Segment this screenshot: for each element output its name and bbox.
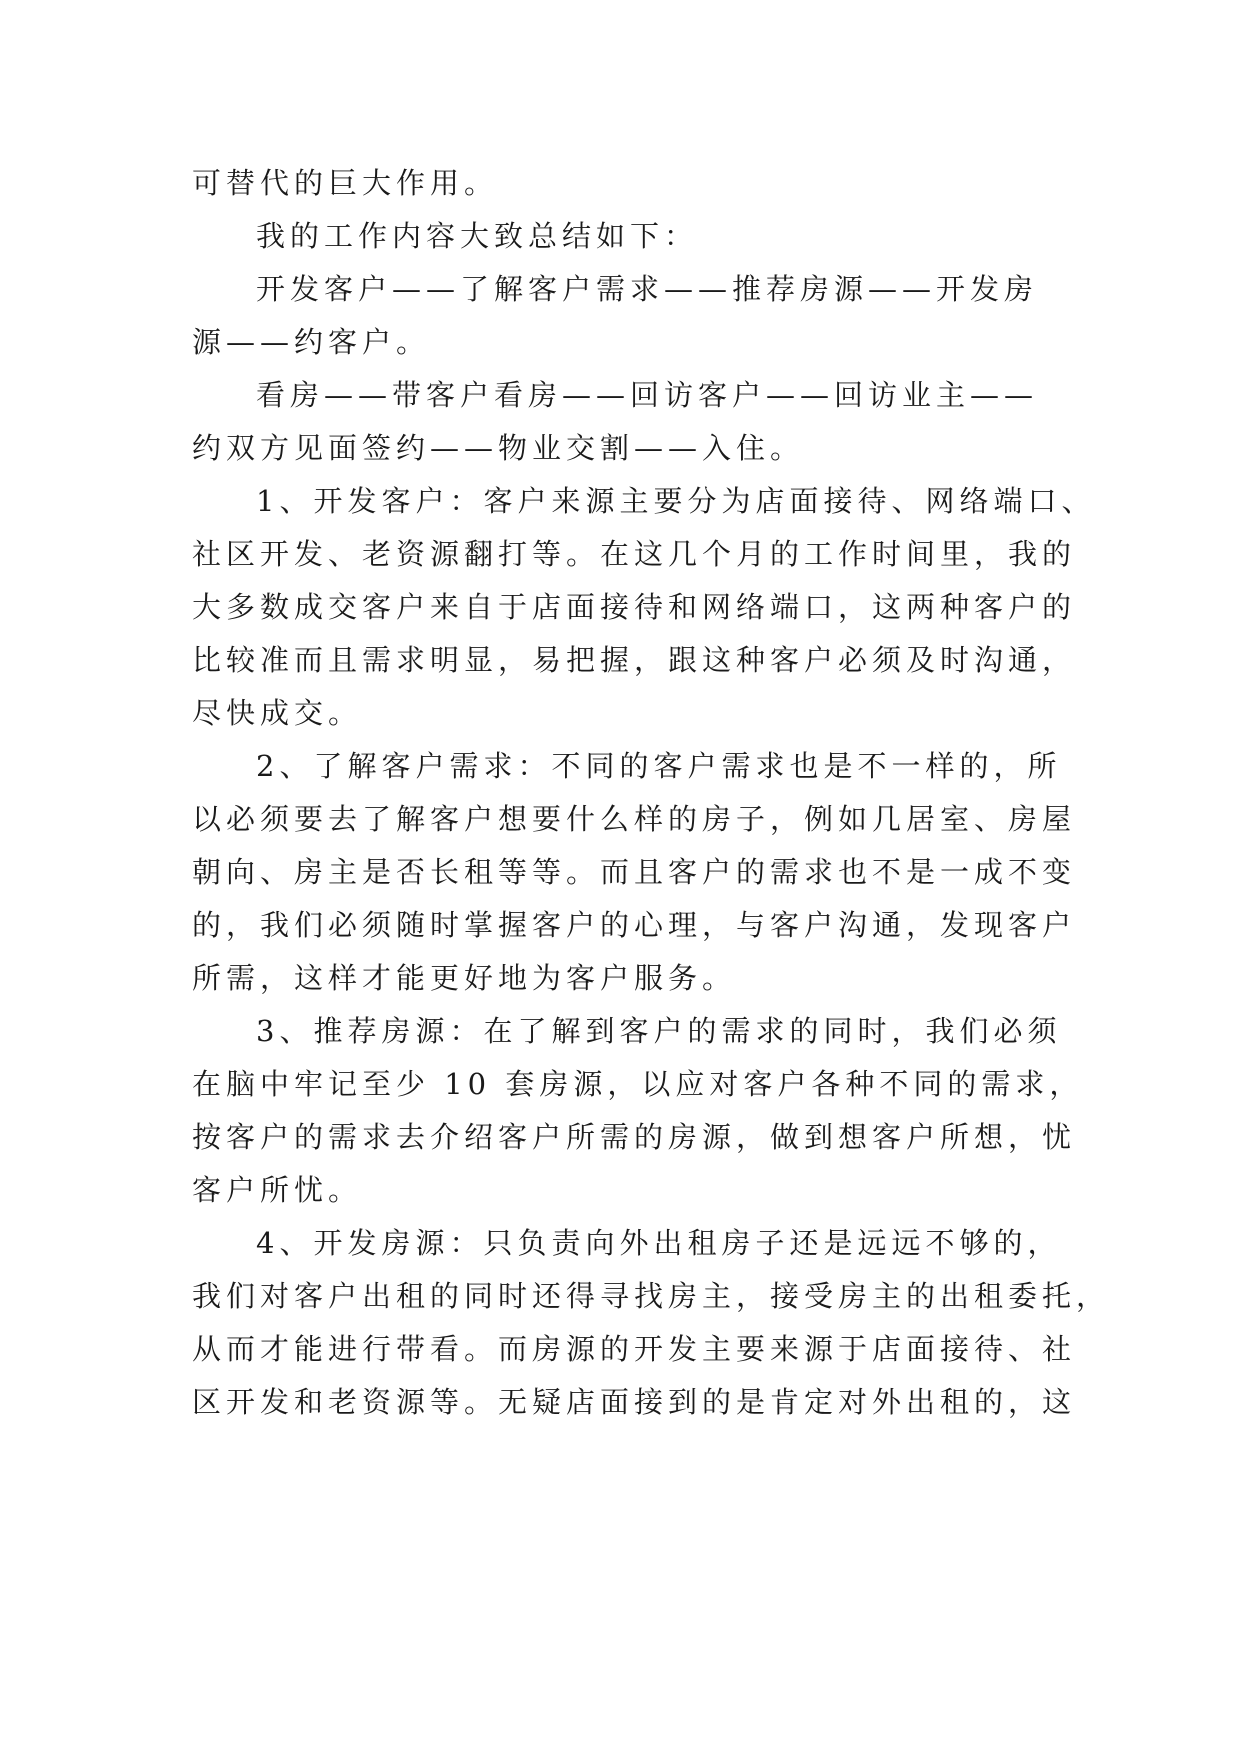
text-line: 3、推荐房源：在了解到客户的需求的同时，我们必须 bbox=[256, 1014, 1062, 1048]
text-line: 所需，这样才能更好地为客户服务。 bbox=[192, 961, 737, 995]
text-line: 大多数成交客户来自于店面接待和网络端口，这两种客户的 bbox=[192, 590, 1077, 624]
text-line: 约双方见面签约——物业交割——入住。 bbox=[192, 431, 805, 465]
text-line: 的，我们必须随时掌握客户的心理，与客户沟通，发现客户 bbox=[192, 908, 1077, 942]
text-line: 在脑中牢记至少 10 套房源，以应对客户各种不同的需求， bbox=[192, 1067, 1084, 1101]
text-line: 4、开发房源：只负责向外出租房子还是远远不够的， bbox=[256, 1226, 1062, 1260]
text-line: 朝向、房主是否长租等等。而且客户的需求也不是一成不变 bbox=[192, 855, 1077, 889]
text-line: 2、了解客户需求：不同的客户需求也是不一样的，所 bbox=[256, 749, 1062, 783]
text-line: 按客户的需求去介绍客户所需的房源，做到想客户所想，忧 bbox=[192, 1120, 1077, 1154]
text-line: 从而才能进行带看。而房源的开发主要来源于店面接待、社 bbox=[192, 1332, 1077, 1366]
text-line: 我的工作内容大致总结如下： bbox=[256, 219, 699, 253]
text-line: 区开发和老资源等。无疑店面接到的是肯定对外出租的，这 bbox=[192, 1385, 1077, 1419]
text-line: 开发客户——了解客户需求——推荐房源——开发房 bbox=[256, 272, 1039, 306]
text-line: 比较准而且需求明显，易把握，跟这种客户必须及时沟通， bbox=[192, 643, 1077, 677]
text-line: 尽快成交。 bbox=[192, 696, 363, 730]
text-line: 可替代的巨大作用。 bbox=[192, 166, 499, 200]
text-line: 我们对客户出租的同时还得寻找房主，接受房主的出租委托， bbox=[192, 1279, 1111, 1313]
text-line: 1、开发客户：客户来源主要分为店面接待、网络端口、 bbox=[256, 484, 1096, 518]
text-line: 客户所忧。 bbox=[192, 1173, 363, 1207]
text-line: 看房——带客户看房——回访客户——回访业主—— bbox=[256, 378, 1039, 412]
text-line: 以必须要去了解客户想要什么样的房子，例如几居室、房屋 bbox=[192, 802, 1077, 836]
text-line: 源——约客户。 bbox=[192, 325, 431, 359]
text-line: 社区开发、老资源翻打等。在这几个月的工作时间里，我的 bbox=[192, 537, 1077, 571]
